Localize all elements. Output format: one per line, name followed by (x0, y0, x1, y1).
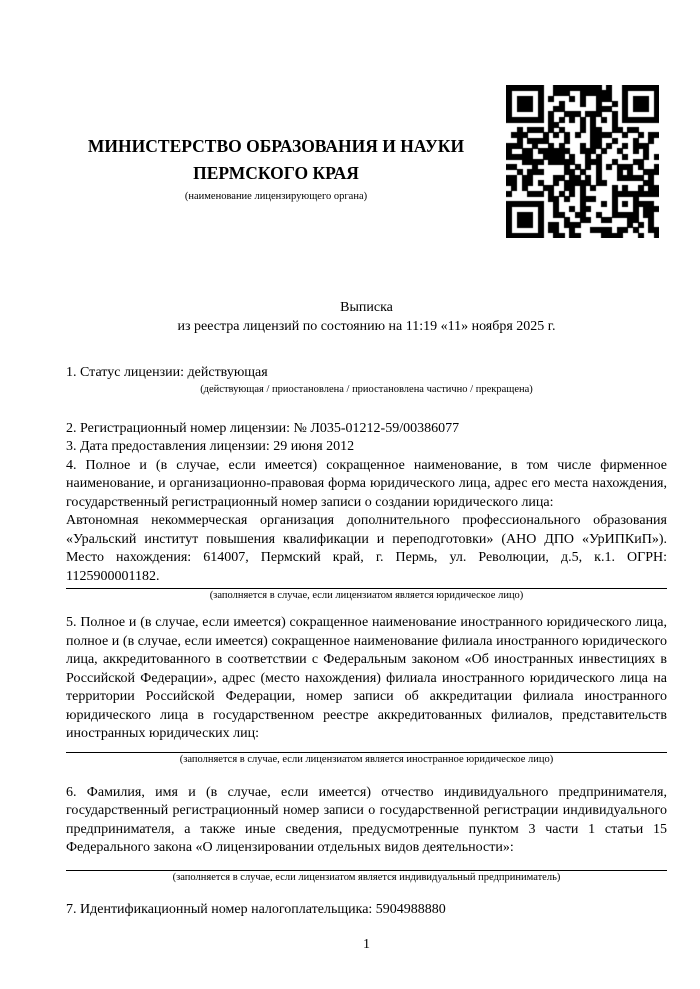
item-5-caption: (заполняется в случае, если лицензиатом является иностранное юридическое лицо) (179, 753, 554, 765)
item-6-intro: 6. Фамилия, имя и (в случае, если имеется) отчество индивидуального предпринимателя, государственный регистрационный номер записи о государственной регистрации индивидуального предпринимателя, а также иные сведения, предусмотренные пунктом 3 части 1 статьи 15 Федерального закона «О лицензировании отдельных видов деятельности»: (66, 784, 667, 855)
licensing-authority-header (66, 133, 486, 203)
item-2-registration-number: 2. Регистрационный номер лицензии: № Л035-01212-59/00386077 (66, 420, 460, 436)
page-number: 1 (363, 937, 370, 952)
title-line1: Выписка (340, 300, 393, 315)
qr-code-canvas (506, 85, 659, 238)
item-7-taxpayer-number: 7. Идентификационный номер налогоплательщика: 5904988880 (66, 901, 446, 917)
ministry-name-line2: ПЕРМСКОГО КРАЯ (193, 163, 359, 183)
item-1-license-status: 1. Статус лицензии: действующая (66, 365, 268, 380)
item-5-intro: 5. Полное и (в случае, если имеется) сокращенное наименование иностранного юридического лица, полное и (в случае, если имеется) сокращенное наименование филиала иностранного юридического лица, аккредитованного в соответствии с Федеральным законом «Об иностранных инвестициях в Российской Федерации», адрес (место нахождения) филиала иностранного юридического лица на территории Российской Федерации, номер записи об аккредитации филиала иностранного юридического лица в государственном реестре аккредитованных филиалов, представительств иностранных юридических лиц: (66, 615, 667, 741)
document-body (66, 364, 667, 955)
title-line2: из реестра лицензий по состоянию на 11:19 «11» ноября 2025 г. (177, 318, 556, 334)
item-4-value: Автономная некоммерческая организация дополнительного профессионального образования «Уральский институт повышения квалификации и переподготовки» (АНО ДПО «УрИПКиП»). Место нахождения: 614007, Пермский край, г. Пермь, ул. Революции, д.5, к.1. ОГРН: 1125900001182. (66, 513, 667, 584)
document-title (66, 299, 667, 336)
item-1-caption: (действующая / приостановлена / приостановлена частично / прекращена) (200, 383, 533, 395)
item-6-caption: (заполняется в случае, если лицензиатом является индивидуальный предприниматель) (172, 871, 561, 883)
ministry-name-line1: МИНИСТЕРСТВО ОБРАЗОВАНИЯ И НАУКИ (87, 136, 465, 156)
item-4-intro: 4. Полное и (в случае, если имеется) сокращенное наименование, в том числе фирменное наименование, и организационно-правовая форма юридического лица, адрес его места нахождения, государственный регистрационный номер записи о создании юридического лица: (66, 457, 667, 510)
qr-code-icon (506, 85, 659, 238)
item-4-caption: (заполняется в случае, если лицензиатом является юридическое лицо) (209, 590, 524, 601)
item-3-grant-date: 3. Дата предоставления лицензии: 29 июня 2012 (66, 439, 355, 454)
authority-caption: (наименование лицензирующего органа) (184, 191, 368, 202)
